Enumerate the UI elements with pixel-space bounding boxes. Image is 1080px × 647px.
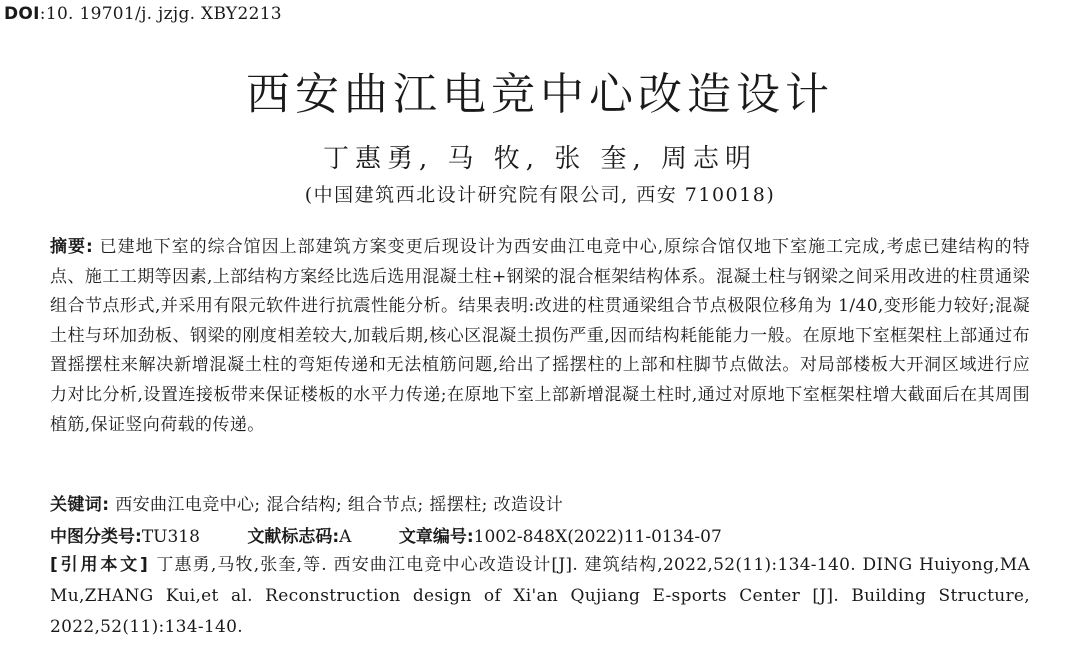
document-code-value: A xyxy=(339,527,352,547)
citation xyxy=(50,550,1030,643)
clc-label: 中图分类号: xyxy=(50,527,142,547)
clc-value: TU318 xyxy=(141,527,200,547)
doi-value: :10. 19701/j. jzjg. XBY2213 xyxy=(39,4,282,24)
clc-number xyxy=(50,522,200,547)
keywords xyxy=(50,490,563,515)
affiliation: (中国建筑西北设计研究院有限公司, 西安 710018) xyxy=(304,184,776,206)
document-code-label: 文献标志码: xyxy=(247,527,340,547)
citation-label: [引用本文] xyxy=(50,555,150,575)
abstract xyxy=(50,233,1030,440)
citation-text: 丁惠勇,马牧,张奎,等. 西安曲江电竞中心改造设计[J]. 建筑结构,2022,52(11):134-140. DING Huiyong,MA Mu,ZHANG Kui,et al. Reconstruction design of Xi'an Qujiang E-sports Center [J]. Building Structure, 2022,52(11):134-140. xyxy=(50,555,1030,637)
document-code xyxy=(247,522,351,547)
keywords-label: 关键词: xyxy=(50,495,110,515)
article-number-value: 1002-848X(2022)11-0134-07 xyxy=(473,527,722,547)
author-list: 丁惠勇, 马 牧, 张 奎, 周志明 xyxy=(322,144,758,174)
article-number-label: 文章编号: xyxy=(398,527,474,547)
classification-line xyxy=(50,522,1030,547)
abstract-label: 摘要: xyxy=(50,237,94,257)
keywords-text: 西安曲江电竞中心; 混合结构; 组合节点; 摇摆柱; 改造设计 xyxy=(109,495,564,515)
article-number xyxy=(399,522,722,547)
doi-line xyxy=(4,4,282,24)
paper-title: 西安曲江电竞中心改造设计 xyxy=(246,69,834,120)
abstract-text: 已建地下室的综合馆因上部建筑方案变更后现设计为西安曲江电竞中心,原综合馆仅地下室施工完成,考虑已建结构的特点、施工工期等因素,上部结构方案经比选后选用混凝土柱+钢梁的混合框架结构体系。混凝土柱与钢梁之间采用改进的柱贯通梁组合节点形式,并采用有限元软件进行抗震性能分析。结果表明:改进的柱贯通梁组合节点极限位移角为 1/40,变形能力较好;混凝土柱与环加劲板、钢梁的刚度相差较大,加载后期,核心区混凝土损伤严重,因而结构耗能能力一般。在原地下室框架柱上部通过布置摇摆柱来解决新增混凝土柱的弯矩传递和无法植筋问题,给出了摇摆柱的上部和柱脚节点做法。对局部楼板大开洞区域进行应力对比分析,设置连接板带来保证楼板的水平力传递;在原地下室上部新增混凝土柱时,通过对原地下室框架柱增大截面后在其周围植筋,保证竖向荷载的传递。 xyxy=(50,237,1031,435)
doi-label: DOI xyxy=(4,4,40,24)
